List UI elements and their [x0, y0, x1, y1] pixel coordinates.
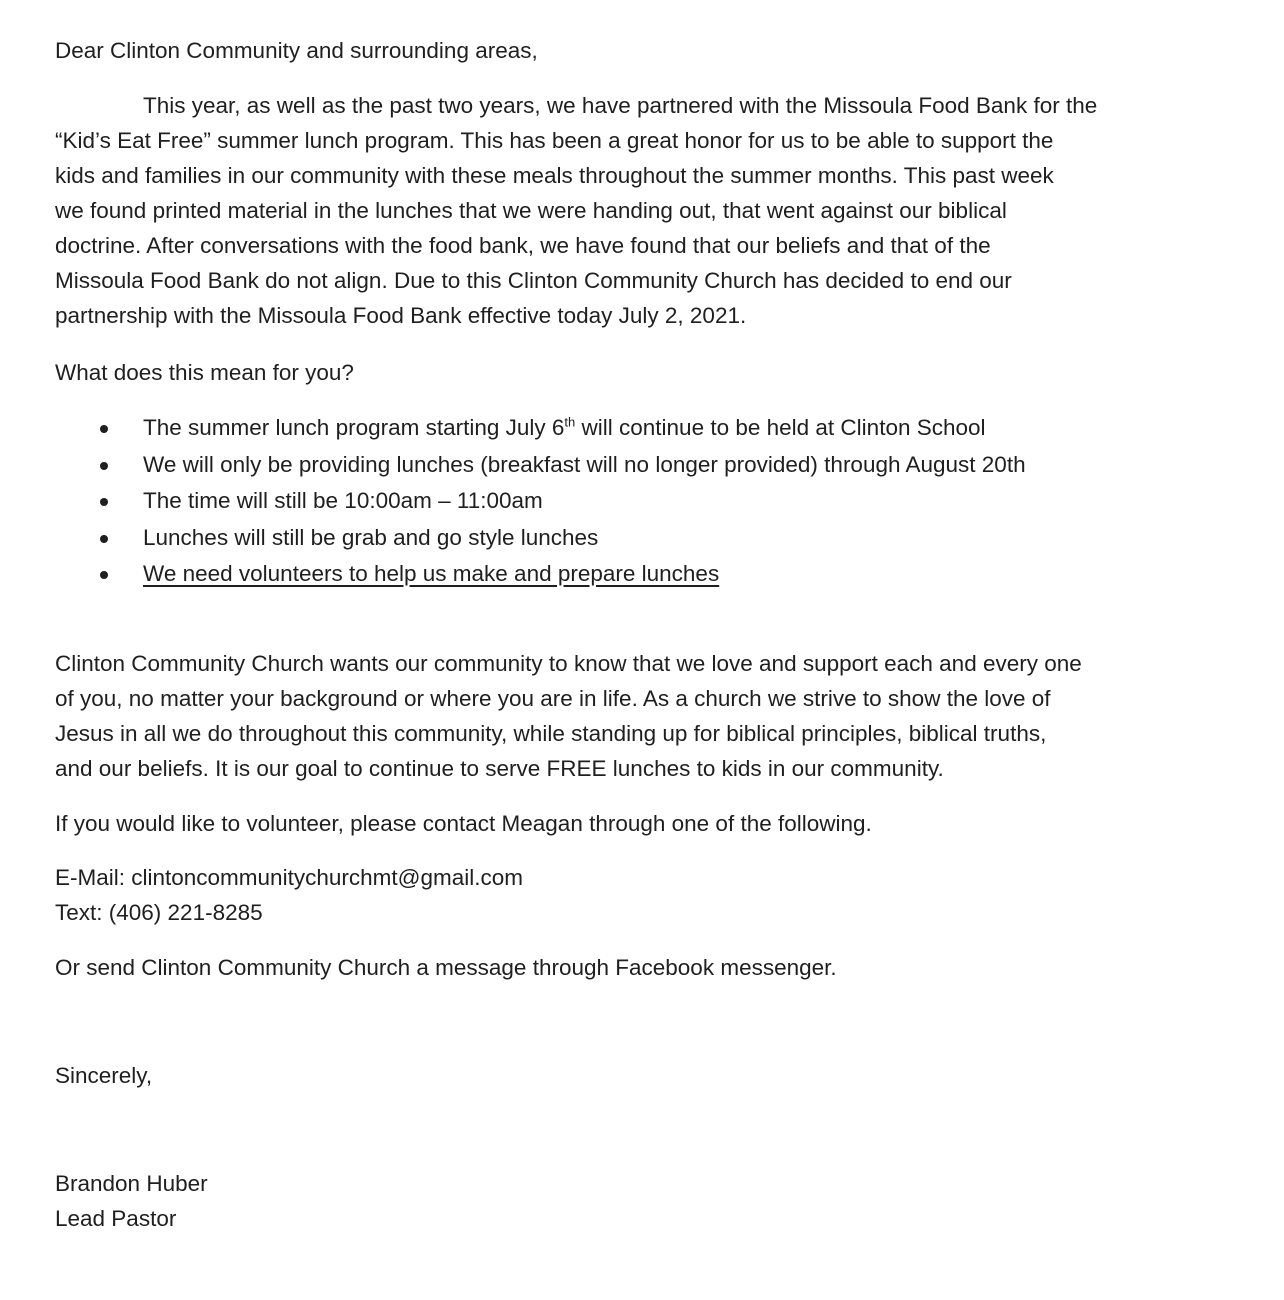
signer-title: Lead Pastor — [55, 1206, 177, 1231]
bullet-icon — [100, 425, 108, 433]
question-heading: What does this mean for you? — [55, 360, 354, 385]
list-item — [55, 447, 1026, 484]
paragraph-partnership — [55, 88, 1195, 333]
facebook-contact-line: Or send Clinton Community Church a message through Facebook messenger. — [55, 955, 837, 980]
list-item-text: The time will still be 10:00am – 11:00am — [143, 488, 543, 513]
paragraph-line: Clinton Community Church wants our community to know that we love and support each and every one — [55, 651, 1082, 676]
list-item-text: The summer lunch program starting July 6 — [143, 415, 565, 440]
list-item — [55, 556, 1026, 593]
list-item — [55, 410, 1026, 447]
paragraph-line: This year, as well as the past two years, we have partnered with the Missoula Food Bank for the — [143, 93, 1098, 118]
paragraph-line: doctrine. After conversations with the food bank, we have found that our beliefs and that of the — [55, 233, 991, 258]
paragraph-line: we found printed material in the lunches that we were handing out, that went against our biblical — [55, 198, 1007, 223]
paragraph-line: and our beliefs. It is our goal to continue to serve FREE lunches to kids in our community. — [55, 756, 944, 781]
ordinal-suffix: th — [564, 414, 576, 430]
list-item — [55, 483, 1026, 520]
paragraph-line: Missoula Food Bank do not align. Due to this Clinton Community Church has decided to end our — [55, 268, 1012, 293]
phone-contact: Text: (406) 221-8285 — [55, 900, 263, 925]
paragraph-line: of you, no matter your background or where you are in life. As a church we strive to show the love of — [55, 686, 1051, 711]
program-details-list — [55, 410, 1026, 593]
contact-info — [55, 860, 1195, 930]
list-item-text: will continue to be held at Clinton School — [575, 415, 986, 440]
paragraph-line: “Kid’s Eat Free” summer lunch program. This has been a great honor for us to be able to support the — [55, 128, 1054, 153]
bullet-icon — [100, 462, 108, 470]
volunteer-contact-line: If you would like to volunteer, please contact Meagan through one of the following. — [55, 811, 872, 836]
bullet-icon — [100, 571, 108, 579]
closing: Sincerely, — [55, 1063, 153, 1088]
salutation: Dear Clinton Community and surrounding areas, — [55, 38, 538, 63]
email-contact: E-Mail: clintoncommunitychurchmt@gmail.com — [55, 865, 523, 890]
volunteer-need-text: We need volunteers to help us make and prepare lunches — [143, 561, 720, 586]
list-item-text: Lunches will still be grab and go style lunches — [143, 524, 599, 550]
paragraph-line: partnership with the Missoula Food Bank effective today July 2, 2021. — [55, 303, 747, 328]
list-item-text: We will only be providing lunches (breakfast will no longer provided) through August 20th — [143, 451, 1026, 477]
bullet-icon — [100, 535, 108, 543]
paragraph-line: kids and families in our community with these meals throughout the summer months. This past week — [55, 163, 1054, 188]
paragraph-line: Jesus in all we do throughout this community, while standing up for biblical principles, biblical truths, — [55, 721, 1047, 746]
signer-name: Brandon Huber — [55, 1171, 208, 1196]
bullet-icon — [100, 498, 108, 506]
paragraph-community — [55, 646, 1195, 786]
list-item — [55, 520, 1026, 557]
signature-block — [55, 1166, 1195, 1236]
